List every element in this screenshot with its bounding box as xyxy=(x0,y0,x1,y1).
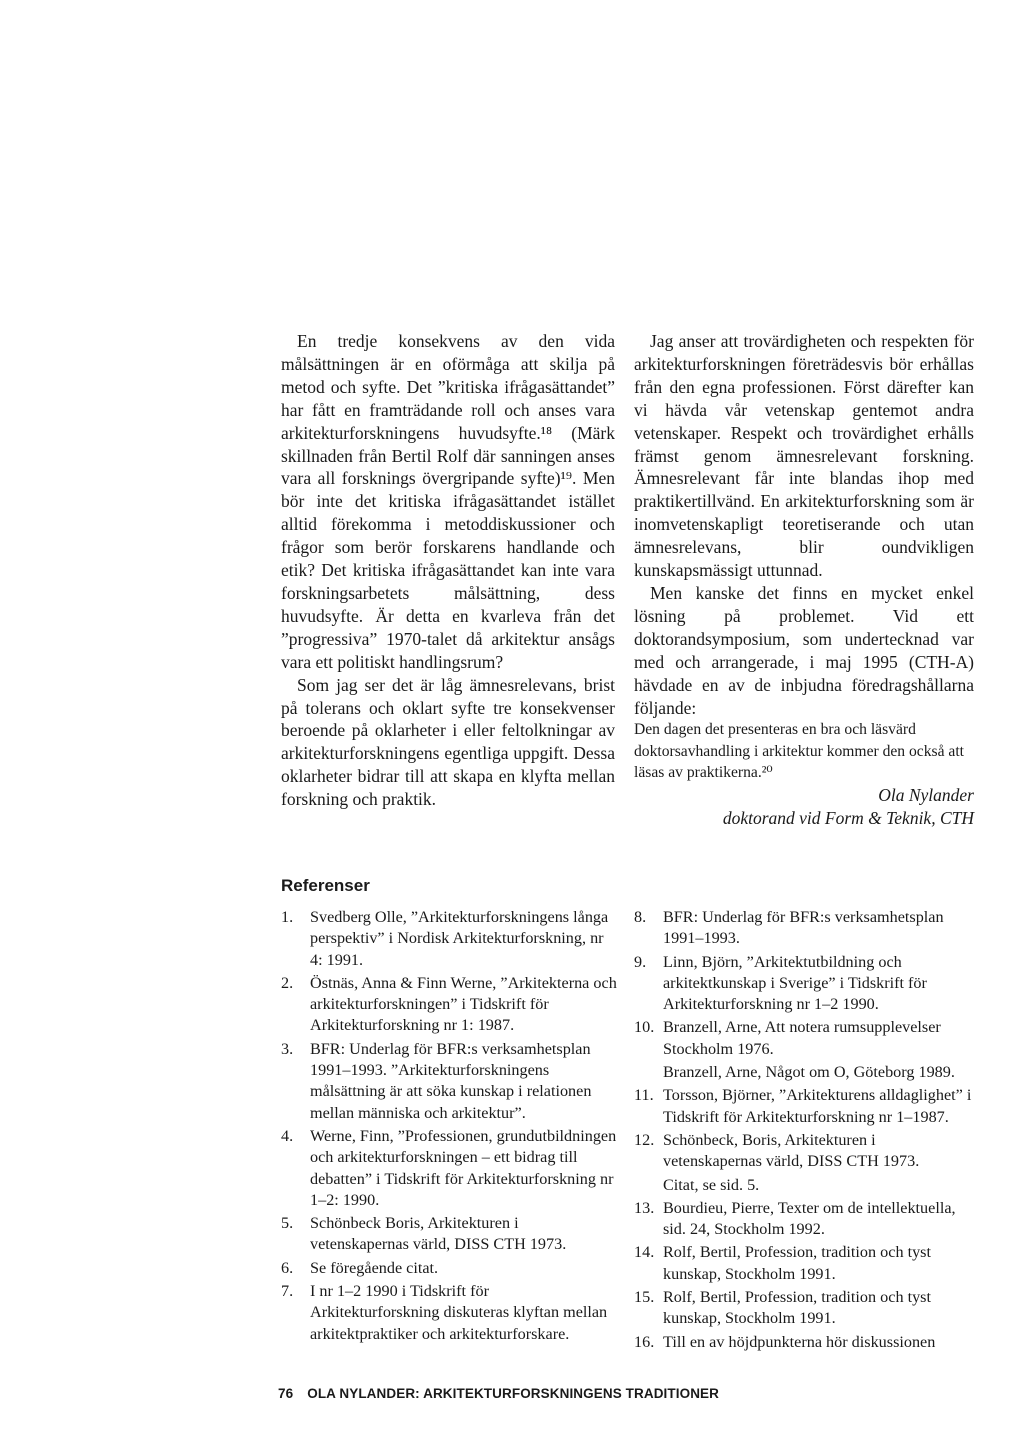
body-paragraph: Jag anser att trovärdigheten och respekten för arkitekturforskningen företrädesvis bör erhållas från den egna professionen. Först därefter kan vi hävda vår vetenskap gentemot andra vetenskaper. Respekt och trovärdighet erhålls främst genom ämnesrelevant forskning. Ämnesrelevant får inte blandas ihop med praktikertillvänd. En arkitekturforskning som är inomvetenskapligt teoretiserande och utan ämnesrelevans, blir oundvikligen kunskapsmässigt uttunnad. xyxy=(634,331,974,581)
reference-item xyxy=(281,1281,617,1345)
reference-text: Citat, se sid. 5. xyxy=(663,1175,760,1194)
reference-number: 9. xyxy=(634,952,647,971)
reference-item xyxy=(634,1085,976,1128)
article-right-column xyxy=(634,330,974,830)
reference-number: 11. xyxy=(634,1086,654,1105)
reference-item xyxy=(634,1130,976,1173)
reference-item xyxy=(634,1175,976,1196)
page-number: 76 xyxy=(278,1386,294,1401)
reference-text: Svedberg Olle, ”Arkitekturforskningens långa perspektiv” i Nordisk Arkitekturforskning, nr 4: 1991. xyxy=(310,908,609,969)
reference-item xyxy=(281,1213,617,1256)
reference-text: I nr 1–2 1990 i Tidskrift för Arkitekturforskning diskuteras klyftan mellan arkitektpraktiker och arkitekturforskare. xyxy=(310,1282,608,1343)
references-list-right xyxy=(634,907,976,1355)
reference-text: Rolf, Bertil, Profession, tradition och tyst kunskap, Stockholm 1991. xyxy=(663,1243,931,1283)
reference-number: 16. xyxy=(634,1332,655,1351)
reference-number: 7. xyxy=(281,1282,294,1301)
reference-text: Schönbeck Boris, Arkitekturen i vetenskapernas värld, DISS CTH 1973. xyxy=(310,1214,567,1254)
reference-text: Linn, Björn, ”Arkitektutbildning och arkitektkunskap i Sverige” i Tidskrift för Arkitekturforskning nr 1–2 1990. xyxy=(663,952,927,1014)
reference-number: 3. xyxy=(281,1039,294,1058)
reference-number: 5. xyxy=(281,1214,294,1233)
reference-text: Werne, Finn, ”Professionen, grundutbildningen och arkitekturforskningen – ett bidrag till debatten” i Tidskrift för Arkitekturforskning nr 1–2: 1990. xyxy=(310,1126,617,1209)
reference-item xyxy=(634,1017,976,1060)
reference-number xyxy=(634,1175,663,1196)
reference-item xyxy=(281,1039,617,1124)
reference-item xyxy=(281,907,617,971)
body-paragraph: Men kanske det finns en mycket enkel lösning på problemet. Vid ett doktorandsymposium, som undertecknad var med och arrangerade, i maj 1995 (CTH-A) hävdade en av de inbjudna föredragshållarna följande: xyxy=(634,582,974,718)
reference-item xyxy=(634,907,976,950)
reference-number xyxy=(634,1062,663,1083)
reference-number: 6. xyxy=(281,1258,294,1277)
reference-text: BFR: Underlag för BFR:s verksamhetsplan 1991–1993. ”Arkitekturforskningens målsättning är att söka kunskap i relationen mellan människa och arkitektur”. xyxy=(310,1039,592,1122)
reference-text: Branzell, Arne, Att notera rumsupplevelser Stockholm 1976. xyxy=(663,1018,941,1058)
reference-item xyxy=(634,1198,976,1241)
reference-text: Branzell, Arne, Något om O, Göteborg 1989. xyxy=(663,1063,955,1082)
references-heading: Referenser xyxy=(281,876,370,895)
reference-item xyxy=(634,952,976,1016)
reference-item xyxy=(634,1332,976,1353)
reference-text: Till en av höjdpunkterna hör diskussionen xyxy=(663,1332,936,1351)
reference-text: Torsson, Björner, ”Arkitekturens alldaglighet” i Tidskrift för Arkitekturforskning nr 1–1987. xyxy=(663,1086,972,1126)
signature-name: Ola Nylander xyxy=(878,784,974,805)
reference-item xyxy=(634,1287,976,1330)
reference-item xyxy=(634,1062,976,1083)
references-list-left xyxy=(281,907,617,1347)
reference-number: 14. xyxy=(634,1243,655,1262)
block-quote: Den dagen det presenteras en bra och läsvärd doktorsavhandling i arkitektur kommer den också att läsas av praktikerna.²⁰ xyxy=(634,721,964,782)
reference-item xyxy=(634,1242,976,1285)
signature-title: doktorand vid Form & Teknik, CTH xyxy=(722,807,974,828)
reference-number: 13. xyxy=(634,1198,655,1217)
reference-item xyxy=(281,1258,617,1279)
reference-number: 8. xyxy=(634,908,647,926)
reference-text: Östnäs, Anna & Finn Werne, ”Arkitekterna och arkitekturforskningen” i Tidskrift för Arkitekturforskning nr 1: 1987. xyxy=(310,973,617,1035)
reference-text: Bourdieu, Pierre, Texter om de intellektuella, sid. 24, Stockholm 1992. xyxy=(663,1198,956,1239)
reference-number: 1. xyxy=(281,908,294,926)
reference-text: Se föregående citat. xyxy=(310,1258,439,1277)
running-title: OLA NYLANDER: ARKITEKTURFORSKNINGENS TRADITIONER xyxy=(307,1386,720,1401)
reference-number: 2. xyxy=(281,973,294,992)
reference-text: BFR: Underlag för BFR:s verksamhetsplan 1991–1993. xyxy=(663,908,944,948)
page-footer xyxy=(278,1386,719,1401)
reference-number: 15. xyxy=(634,1288,655,1307)
body-paragraph: En tredje konsekvens av den vida målsättningen är en oförmåga att skilja på metod och syfte. Det ”kritiska ifrågasättandet” har fått en framträdande roll och anses vara arkitekturforskningens huvudsyfte.¹⁸ (Märk skillnaden från Bertil Rolf där sanningen anses vara all forsknings övergripande syfte)¹⁹. Men bör inte det kritiska ifrågasättandet istället alltid förekomma i metoddiskussioner och frågor som berör forskarens handlande och etik? Det kritiska ifrågasättandet kan inte vara forskningsarbetets målsättning, dess huvudsyfte. Är detta en kvarleva från det ”progressiva” 1970-talet då arkitektur ansågs vara ett politiskt handlingsrum? xyxy=(281,331,615,672)
reference-item xyxy=(281,1126,617,1211)
reference-text: Schönbeck, Boris, Arkitekturen i vetenskapernas värld, DISS CTH 1973. xyxy=(663,1130,920,1171)
body-paragraph: Som jag ser det är låg ämnesrelevans, brist på tolerans och oklart syfte tre konsekvenser beroende på oklarheter i eller feltolkningar av arkitekturforskningens egentliga uppgift. Dessa oklarheter bidrar till att skapa en klyfta mellan forskning och praktik. xyxy=(281,674,615,810)
reference-number: 4. xyxy=(281,1126,294,1145)
reference-number: 10. xyxy=(634,1018,655,1037)
reference-item xyxy=(281,973,617,1037)
article-left-column xyxy=(281,330,615,811)
reference-number: 12. xyxy=(634,1130,655,1149)
reference-text: Rolf, Bertil, Profession, tradition och tyst kunskap, Stockholm 1991. xyxy=(663,1288,931,1328)
